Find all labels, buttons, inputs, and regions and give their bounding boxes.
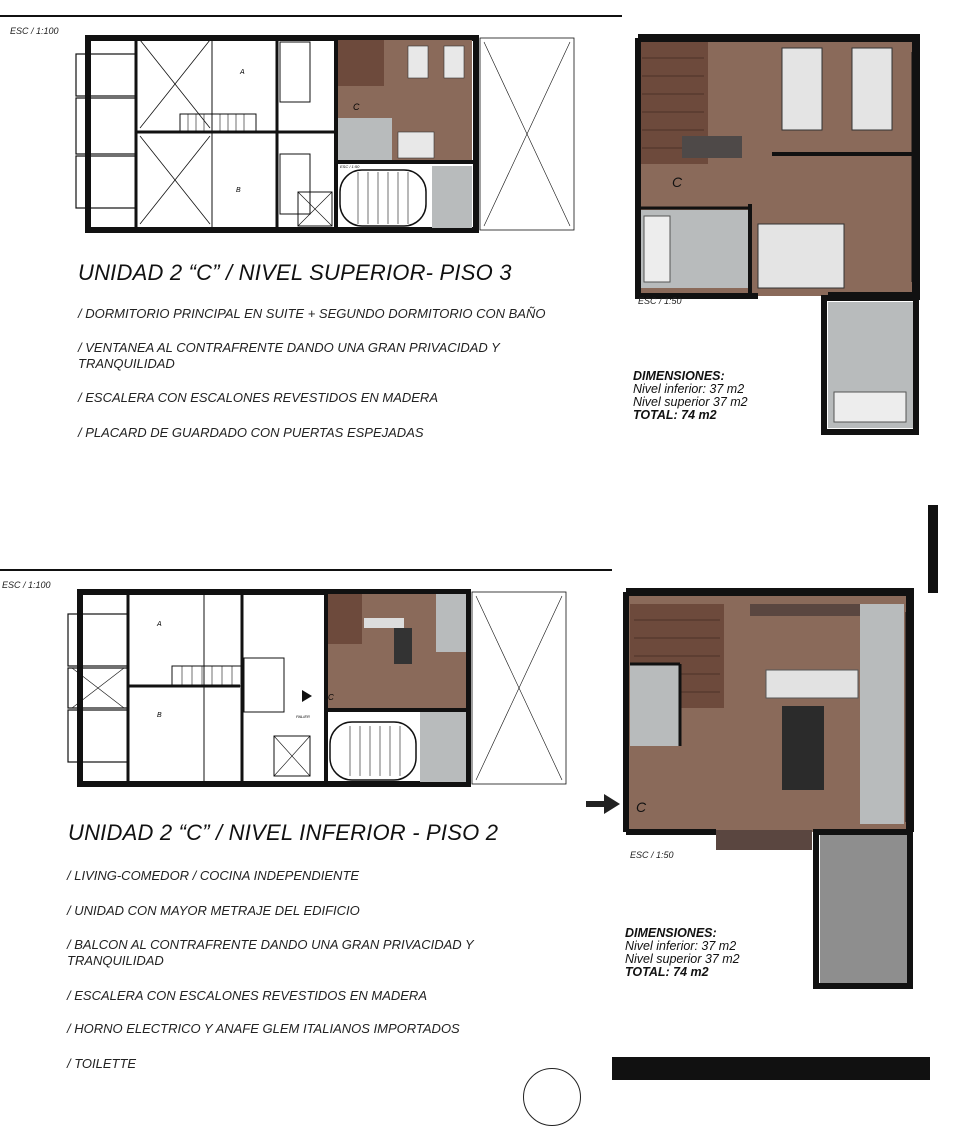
- lower-plan-label-c: C: [328, 693, 334, 702]
- upper-floor-plan: [72, 32, 582, 237]
- lower-detail-label-c: C: [636, 799, 647, 815]
- plan-label-a: A: [240, 69, 245, 76]
- top-rule-upper: [0, 15, 622, 17]
- lower-dim-heading: DIMENSIONES:: [625, 926, 717, 940]
- lower-dimensions: [625, 927, 740, 979]
- lower-floor-plan: [64, 586, 574, 791]
- lower-feature-6: / TOILETTE: [67, 1056, 137, 1071]
- edge-marker: [928, 505, 938, 593]
- top-rule-lower: [0, 569, 612, 571]
- upper-detail-label-c: C: [672, 174, 683, 190]
- upper-dim-total: TOTAL: 74 m2: [633, 408, 717, 422]
- upper-dimensions: [633, 370, 748, 422]
- upper-dim-heading: DIMENSIONES:: [633, 369, 725, 383]
- upper-dim-upper: Nivel superior 37 m2: [633, 395, 748, 409]
- scale-upper-detail: ESC / 1:50: [638, 296, 682, 306]
- upper-dim-lower: Nivel inferior: 37 m2: [633, 382, 745, 396]
- lower-feature-3b: TRANQUILIDAD: [67, 953, 164, 968]
- arrow-right-icon: [586, 794, 620, 814]
- lower-feature-3: / BALCON AL CONTRAFRENTE DANDO UNA GRAN PRIVACIDAD Y: [67, 937, 474, 952]
- lower-feature-4: / ESCALERA CON ESCALONES REVESTIDOS EN MADERA: [67, 988, 427, 1003]
- lower-dim-upper: Nivel superior 37 m2: [625, 952, 740, 966]
- upper-feature-4: / PLACARD DE GUARDADO CON PUERTAS ESPEJADAS: [78, 425, 424, 440]
- plan-label-b: B: [236, 187, 241, 194]
- corner-circle: [523, 1068, 581, 1126]
- upper-feature-2: / VENTANEA AL CONTRAFRENTE DANDO UNA GRAN PRIVACIDAD Y: [78, 340, 500, 355]
- upper-feature-2b: TRANQUILIDAD: [78, 356, 175, 371]
- lower-feature-1: / LIVING-COMEDOR / COCINA INDEPENDIENTE: [67, 868, 360, 883]
- lower-plan-label-palier: PALIER: [296, 714, 310, 719]
- plan-label-c: C: [353, 102, 360, 112]
- lower-dim-total: TOTAL: 74 m2: [625, 965, 709, 979]
- upper-feature-1: / DORMITORIO PRINCIPAL EN SUITE + SEGUNDO DORMITORIO CON BAÑO: [78, 306, 546, 321]
- lower-dim-lower: Nivel inferior: 37 m2: [625, 939, 737, 953]
- lower-plan-label-a: A: [157, 621, 162, 628]
- upper-feature-3: / ESCALERA CON ESCALONES REVESTIDOS EN MADERA: [78, 390, 438, 405]
- lower-feature-5: / HORNO ELECTRICO Y ANAFE GLEM ITALIANOS IMPORTADOS: [67, 1021, 460, 1036]
- lower-plan-label-b: B: [157, 712, 162, 719]
- upper-title: UNIDAD 2 “C” / NIVEL SUPERIOR- PISO 3: [78, 260, 512, 285]
- scale-lower-detail: ESC / 1:50: [630, 850, 674, 860]
- scale-lower-plan: ESC / 1:100: [2, 580, 51, 590]
- bottom-black-bar: [612, 1057, 930, 1080]
- lower-feature-2: / UNIDAD CON MAYOR METRAJE DEL EDIFICIO: [67, 903, 360, 918]
- scale-upper-plan: ESC / 1:100: [10, 26, 59, 36]
- lower-title: UNIDAD 2 “C” / NIVEL INFERIOR - PISO 2: [68, 820, 499, 845]
- plan-label-scale: ESC / 1:50: [340, 164, 360, 169]
